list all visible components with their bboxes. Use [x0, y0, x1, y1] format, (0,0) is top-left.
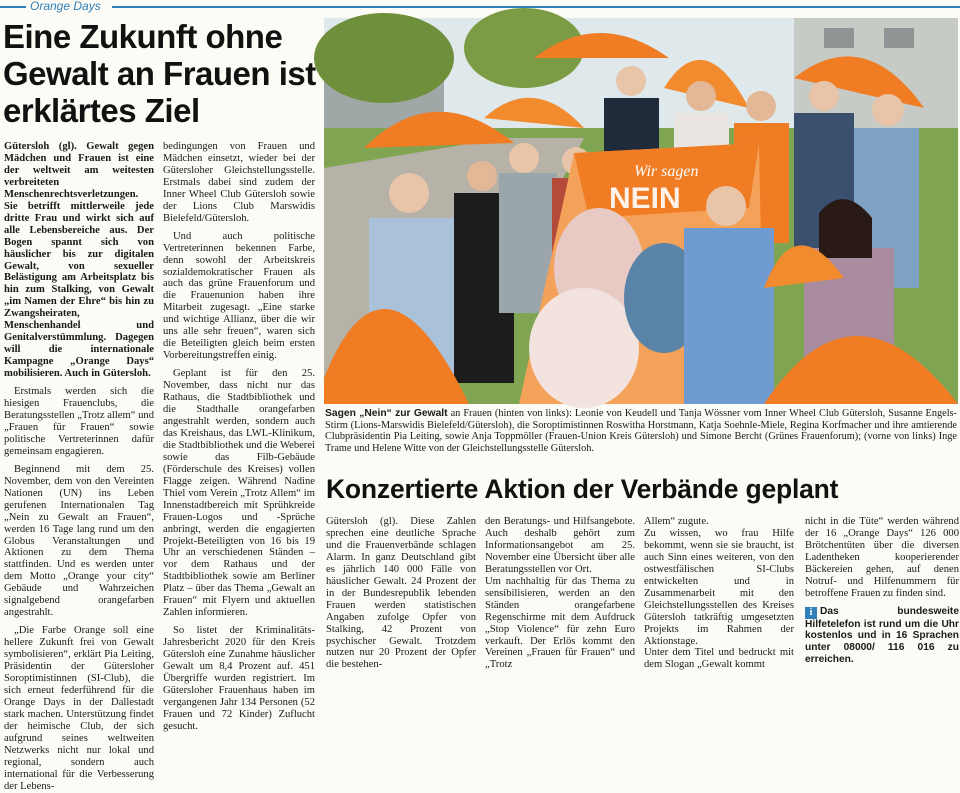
caption-lead: Sagen „Nein“ zur Gewalt: [325, 408, 448, 419]
article-paragraph: Beginnend mit dem 25. November, dem von den Vereinten Nationen (UN) ins Leben gerufenen Internationalen Tag „Nein zu Gewalt an Frauen“, werden 16 Tage lang rund um den Globus Veranstaltungen und Aktionen zu dem Thema stattfinden. Und es werden unter dem Motto „Orange your city“ Gebäude und Wahrzeichen signalgebend orangefarben angestrahlt.: [4, 463, 154, 619]
caption-text: an Frauen (hinten von links): Leonie von Keudell und Tanja Wössner vom Inner Wheel Club Gütersloh, Susanne Engels-Stirm (Lions-Marswidis Bielefeld/Gütersloh), die Soroptimistinnen Roswitha Horstmann, Katja Soehnle-Miele, Regina Korfmacher und ihre amtierende Clubpräsidentin Pia Leiting, sowie Anja Toppmöller (Frauen-Union Kreis Gütersloh) und Simone Bercht (Grünes Frauenforum); (vorne von links) Inge Trame und Helene Witte von der Gleichstellungsstelle Gütersloh.: [325, 408, 957, 454]
second-article-column-3: [644, 516, 794, 671]
headline: Eine Zukunft ohne Gewalt an Frauen ist erklärtes Ziel: [3, 18, 316, 129]
article-paragraph: Allem“ zugute. Zu wissen, wo frau Hilfe bekommt, wenn sie sie braucht, ist auch Sinn eines weiteren, von den ostwestfälischen SI-Clubs entwickelten und in Zusammenarbeit mit den Gleichstellungsstellen des Kreises Gütersloh tatkräftig umgesetzten Projekts im Rahmen der Aktionstage. Unter dem Titel und bedruckt mit dem Slogan „Gewalt kommt: [644, 516, 794, 671]
helpline-info-box: [805, 606, 959, 666]
article-paragraph: nicht in die Tüte“ werden während der 16 „Orange Days“ 126 000 Brötchentüten über die diversen Ladentheken kooperierender Bäckereien gehen, auf denen Notruf- und Hilfenummern für betroffene Frauen zu finden sind.: [805, 516, 959, 599]
article-paragraph: den Beratungs- und Hilfsangebote. Auch deshalb gehört zum Informationsangebot am 25. November eine Übersicht über alle Beratungsstellen vor Ort. Um nachhaltig für das Thema zu sensibilisieren, werden an den Ständen orangefarbene Regenschirme mit dem Aufdruck „Stop Violence“ für zehn Euro verkauft. Der Erlös kommt den Vereinen „Frauen für Frauen“ und „Trotz: [485, 516, 635, 671]
subheadline: Konzertierte Aktion der Verbände geplant: [326, 474, 839, 504]
second-article-column-1: [326, 516, 476, 671]
second-article-column-4: [805, 516, 959, 666]
section-rule-left: [0, 6, 26, 8]
article-paragraph: Gütersloh (gl). Diese Zahlen sprechen eine deutliche Sprache und die Frauenverbände schlagen Alarm. In ganz Deutschland gibt es jährlich 140 000 Fälle von häuslicher Gewalt. 24 Prozent der in der Bundesrepublik lebenden Frauen werden statistischen Angaben zufolge Opfer von Stalking, 42 Prozent von psychischer Gewalt. Trotzdem nutzen nur 20 Prozent der Opfer die bestehen-: [326, 516, 476, 671]
article-paragraph: bedingungen von Frauen und Mädchen einsetzt, wieder bei der Gütersloher Gleichstellungsstelle. Erstmals dabei sind zudem der Inner Wheel Club Gütersloh sowie der Lions Club Marswidis Bielefeld/Gütersloh.: [163, 141, 315, 224]
section-rule-right: [112, 6, 960, 8]
article-column-2: [163, 141, 315, 732]
photo-caption: [325, 408, 957, 454]
group-photo-illustration: [324, 18, 958, 404]
article-paragraph: So listet der Kriminalitäts-Jahresbericht 2020 für den Kreis Gütersloh eine Zunahme häuslicher Gewalt um 8,4 Prozent auf. 451 Übergriffe wurden registriert. Im Gütersloher Frauenhaus haben im vergangenen Jahr 134 Personen (52 Frauen und 72 Kinder) Zuflucht gesucht.: [163, 625, 315, 732]
banner-text: Wir sagen: [634, 163, 699, 180]
group-photo: [324, 18, 958, 404]
article-paragraph: „Die Farbe Orange soll eine hellere Zukunft frei von Gewalt symbolisieren“, erklärt Pia Leiting, Präsidentin der Gütersloher Soroptimistinnen (SI-Club), die sich erneut federführend für die Orange Days in der Dallestadt stark machen. Unterstützung findet der heimische Club, der sich aufgrund seines weltweiten Netzwerks nicht nur lokal und regional, sondern auch international für die Verbesserung der Lebens-: [4, 625, 154, 792]
section-header: [0, 0, 960, 14]
second-article-column-2: [485, 516, 635, 671]
article-lead-paragraph: Gütersloh (gl). Gewalt gegen Mädchen und Frauen ist eine der weltweit am weitesten verbreiteten Menschenrechtsverletzungen. Sie betrifft mittlerweile jede dritte Frau und wirkt sich auf alle Lebensbereiche aus. Der Bogen spannt sich von häuslicher bis zur digitalen Gewalt, von sexueller Belästigung am Arbeitsplatz bis hin zum Stalking, von Gewalt „im Namen der Ehre“ bis hin zu Zwangsheiraten, Menschenhandel und Genitalverstümmlung. Dagegen will die internationale Kampagne „Orange Days“ mobilisieren. Auch in Gütersloh.: [4, 141, 154, 380]
article-paragraph: Und auch politische Vertreterinnen bekennen Farbe, denn sowohl der Arbeitskreis sozialdemokratischer Frauen als auch das grüne Frauenforum und die Frauenunion haben ihre Mitarbeit zugesagt. „Eine starke und wichtige Allianz, über die wir uns alle sehr freuen“, waren sich die Beteiligten gleich beim ersten Vorbereitungstreffen einig.: [163, 230, 315, 362]
article-paragraph: Erstmals werden sich die hiesigen Frauenclubs, die Beratungsstellen „Trotz allem“ und „Frauen für Frauen“ sowie politische Vertreterinnen dafür gemeinsam engagieren.: [4, 386, 154, 457]
banner-text: NEIN: [609, 182, 681, 215]
info-icon: i: [805, 607, 817, 619]
helpline-text: Das bundesweite Hilfetelefon ist rund um die Uhr kostenlos und in 16 Sprachen unter 08000/ 116 016 zu erreichen.: [805, 605, 959, 666]
article-column-1: [4, 141, 154, 792]
article-paragraph: Geplant ist für den 25. November, dass nicht nur das Rathaus, die Stadtbibliothek und die Stadthalle orangefarben angestrahlt werden, sondern auch das Kreishaus, das LWL-Klinikum, die Stadtbibliothek und die Weberei sowie das Filb-Gebäude (Förderschule des Kreises) vollen Flagge zeigen. Während Nadine Thiel vom Verein „Trotz Allem“ im Innenstadtbereich mit Sprühkreide Frauen-Logos und -Sprüche anbringt, werden die engagierten Projekt-Beteiligten von 16 bis 19 Uhr an verschiedenen Ständen – vor dem Rathaus und der Stadtbibliothek sowie am Berliner Platz – über das Thema „Gewalt an Frauen“ mit Flyern und aktuellen Zahlen informieren.: [163, 368, 315, 619]
section-kicker: Orange Days: [30, 0, 101, 13]
